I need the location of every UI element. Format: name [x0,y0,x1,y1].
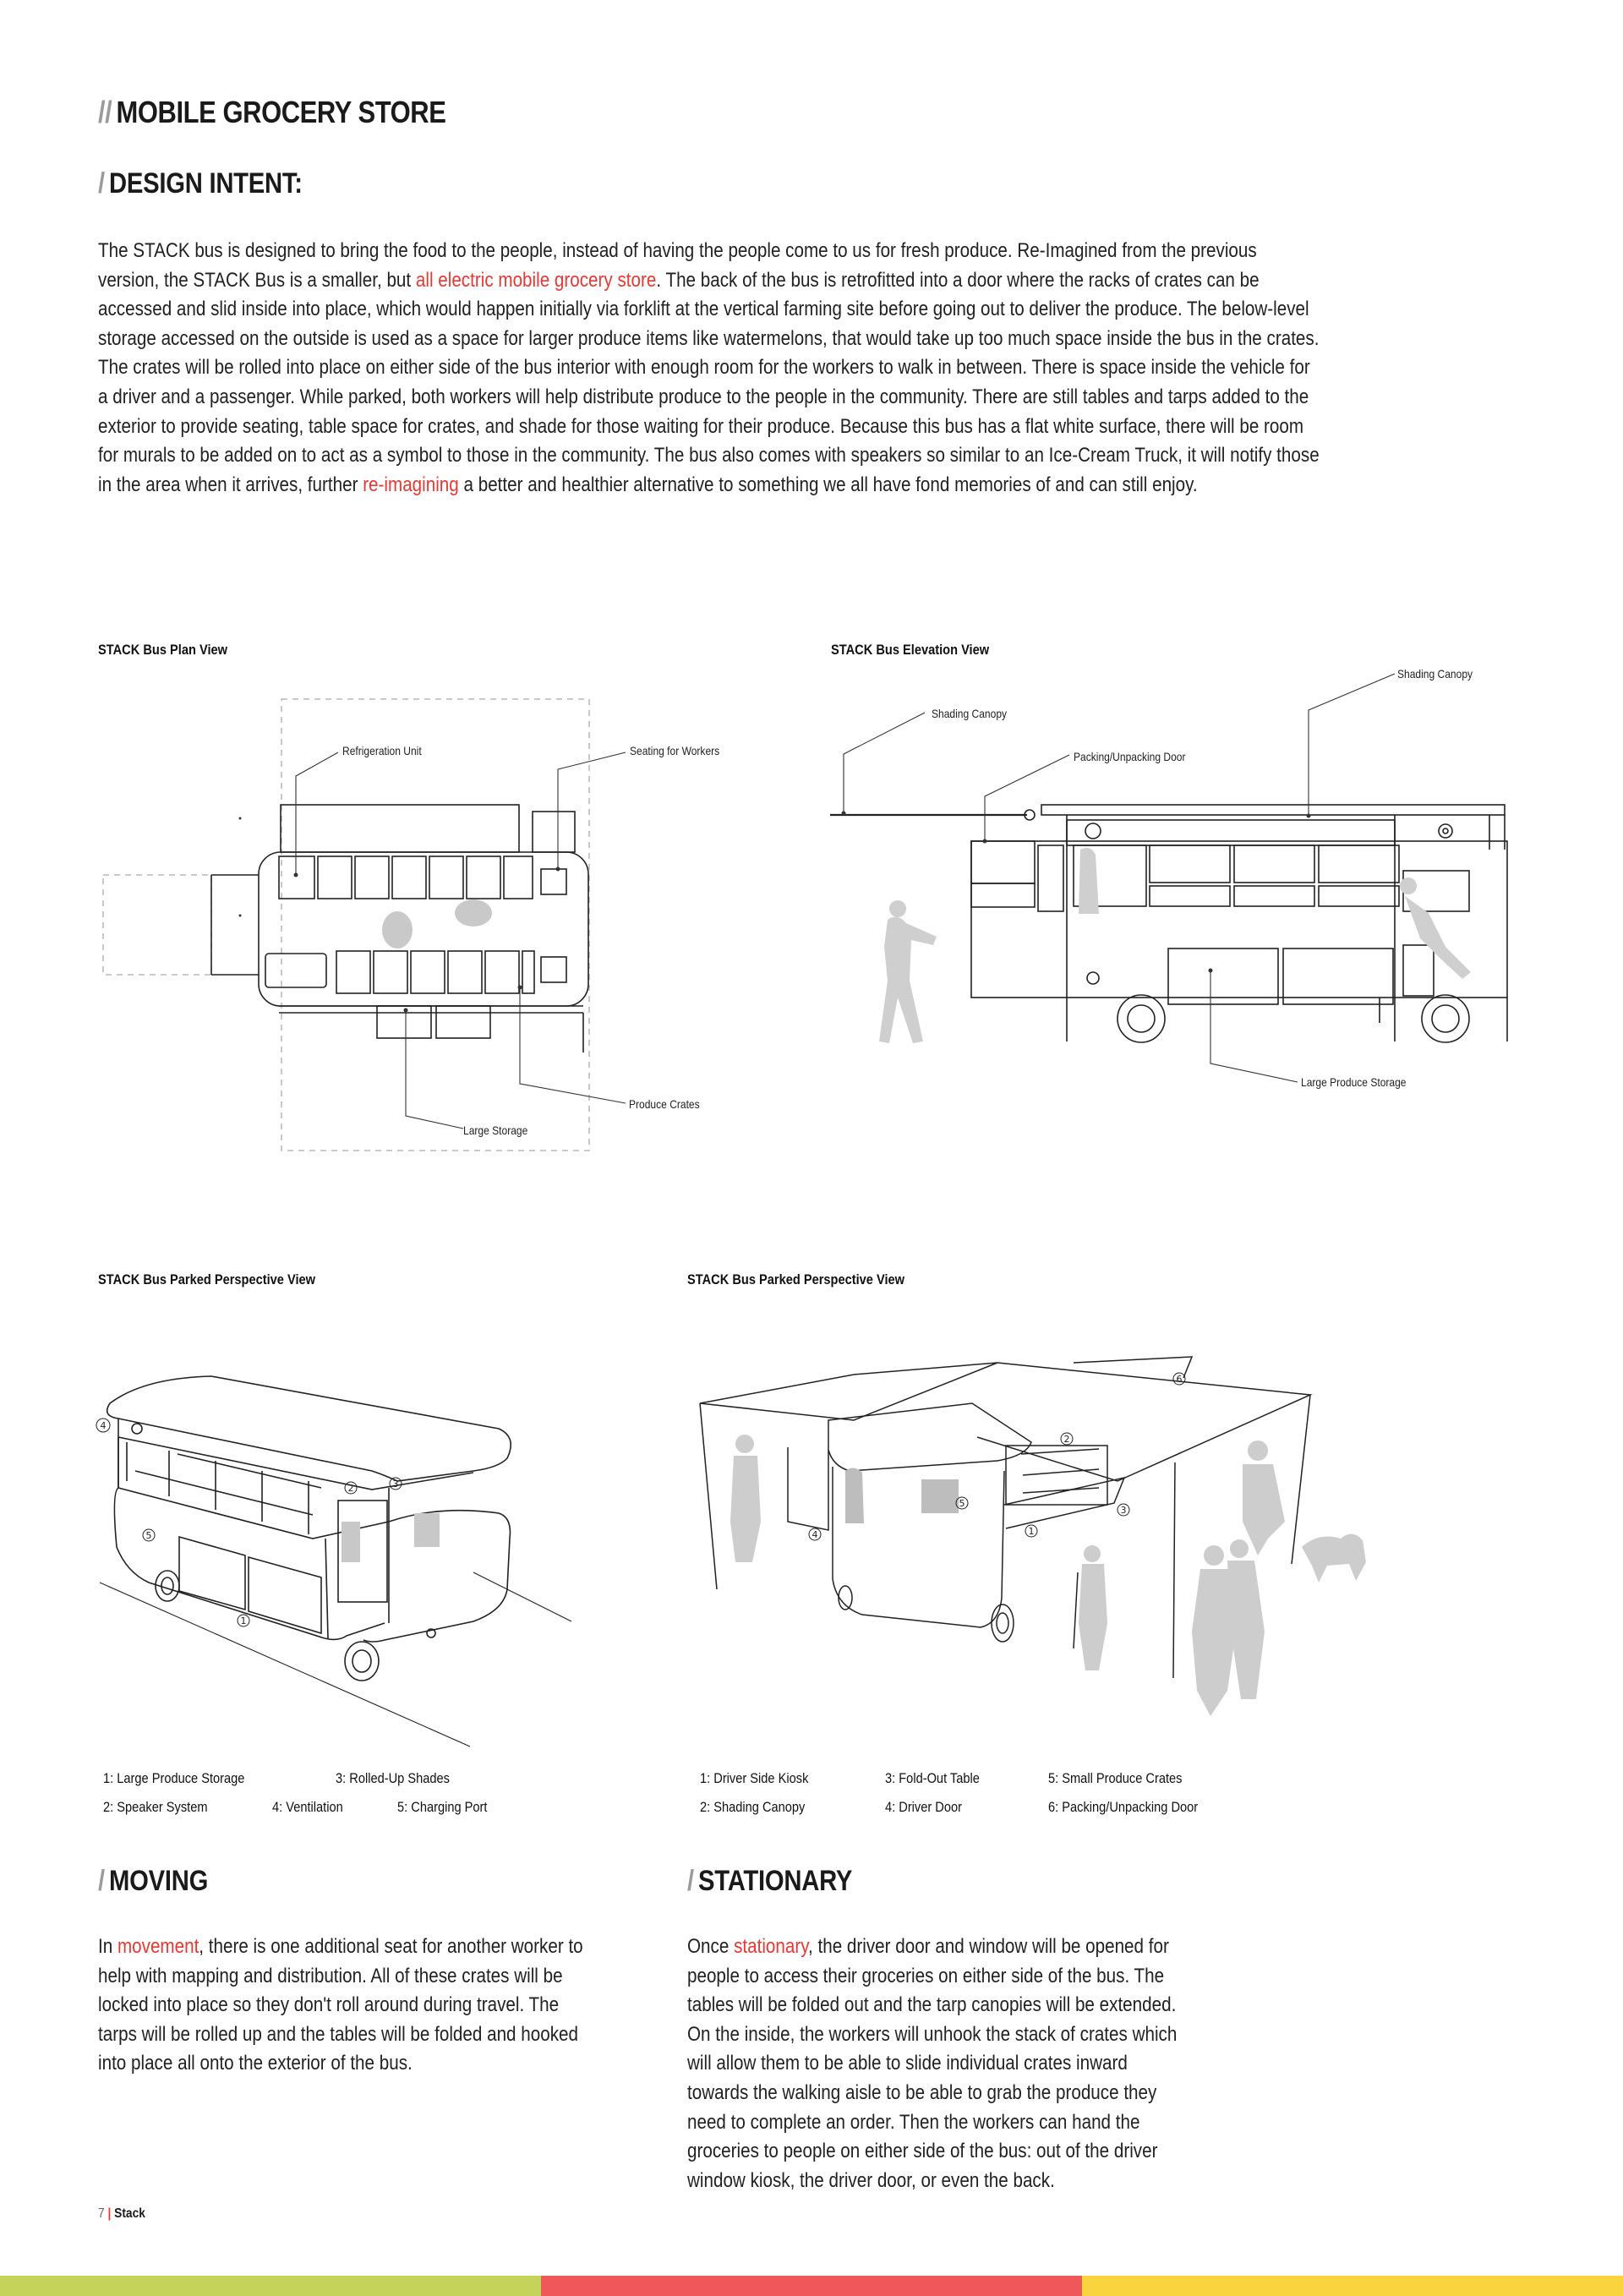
perspective-right-caption: STACK Bus Parked Perspective View [687,1271,905,1287]
legend-left-item-3: 3: Rolled-Up Shades [336,1770,450,1786]
footer-label: Stack [114,2206,145,2221]
label-shading-canopy-right: Shading Canopy [1397,667,1473,681]
perspective-left-marker-5: 5 [145,1530,152,1541]
legend-right-item-5: 5: Small Produce Crates [1048,1770,1183,1786]
label-shading-canopy-left: Shading Canopy [932,707,1008,720]
perspective-left-marker-2: 2 [347,1483,354,1494]
legend-right-item-3: 3: Fold-Out Table [885,1770,980,1786]
label-packing-unpacking-door: Packing/Unpacking Door [1074,750,1186,763]
plan-view-caption: STACK Bus Plan View [98,642,228,658]
perspective-right-marker-4: 4 [812,1529,818,1540]
legend-right-item-4: 4: Driver Door [885,1799,962,1815]
moving-text-pre: In [98,1935,117,1958]
label-refrigeration-unit: Refrigeration Unit [342,744,422,757]
perspective-right-marker-5: 5 [959,1498,965,1509]
legend-left-item-1: 1: Large Produce Storage [103,1770,245,1786]
stationary-text: , the driver door and window will be opened for people to access their groceries on either side of the bus. The tables will be folded out and the tarp canopies will be extended. On the inside, the workers will unhook the stack of crates which will allow them to be able to slide individual crates inward towards the walking aisle to be able to grab the produce they need to complete an order. Then the workers can hand the groceries to people on either side of the bus: out of the driver window kiosk, the driver door, or even the back. [687,1935,1178,2192]
legend-right-item-2: 2: Shading Canopy [700,1799,806,1815]
design-intent-title: DESIGN INTENT: [109,167,303,200]
page-title-text: MOBILE GROCERY STORE [116,95,446,129]
moving-title: MOVING [109,1865,209,1897]
legend-left-item-5: 5: Charging Port [397,1799,488,1815]
moving-text: , there is one additional seat for another worker to help with mapping and distribution. All of these crates will be locked into place so they don't roll around during travel. The tarps will be rolled up and the tables will be folded and hooked into place all onto the exterior of the bus. [98,1935,583,2075]
intro-text-3: a better and healthier alternative to something we all have fond memories of and can still enjoy. [458,473,1198,496]
elevation-view-caption: STACK Bus Elevation View [831,642,990,658]
title-slash: // [98,95,112,129]
intro-text-2: . The back of the bus is retrofitted into a door where the racks of crates can be accessed and slid inside into place, which would happen initially via forklift at the vertical farming site before going out to deliver the produce. The below-level storage accessed on the outside is used as a space for larger produce items like watermelons, that would take up too much space inside the bus in the crates. The crates will be rolled into place on either side of the bus interior with enough room for the workers to walk in between. There is space inside the vehicle for a driver and a passenger. While parked, both workers will help distribute produce to the people in the community. There are still tables and tarps added to the exterior to provide seating, table space for crates, and shade for those waiting for their produce. Because this bus has a flat white surface, there will be room for murals to be added on to act as a symbol to those in the community. The bus also comes with speakers so similar to an Ice-Cream Truck, it will notify those in the area when it arrives, further [98,268,1320,496]
perspective-left-marker-1: 1 [240,1615,247,1626]
label-large-produce-storage: Large Produce Storage [1301,1075,1407,1089]
moving-heading [98,1865,208,1898]
perspective-left-marker-4: 4 [100,1420,107,1431]
heading-slash: / [98,167,105,200]
stationary-highlight: stationary [734,1935,809,1958]
page-number: 7 [98,2206,105,2221]
legend-left-item-4: 4: Ventilation [272,1799,343,1815]
footer-bar-yellow [1082,2276,1623,2296]
footer-bar-red [541,2276,1082,2296]
perspective-right-marker-2: 2 [1063,1434,1070,1445]
intro-highlight-1: all electric mobile grocery store [415,268,657,292]
perspective-right-marker-6: 6 [1176,1374,1183,1385]
legend-right-item-1: 1: Driver Side Kiosk [700,1770,809,1786]
perspective-right-marker-3: 3 [1120,1505,1127,1516]
legend-right-item-6: 6: Packing/Unpacking Door [1048,1799,1199,1815]
moving-paragraph [98,1932,583,2079]
label-produce-crates: Produce Crates [629,1097,700,1111]
moving-highlight: movement [117,1935,199,1958]
moving-slash: / [98,1865,105,1897]
label-large-storage: Large Storage [463,1123,528,1137]
stationary-heading [687,1865,852,1898]
intro-text-1: The STACK bus is designed to bring the food to the people, instead of having the people come to us for fresh produce. Re-Imagined from the previous version, the STACK Bus is a smaller, but [98,239,1257,292]
legend-left-item-2: 2: Speaker System [103,1799,208,1815]
footer-bar-green [0,2276,541,2296]
perspective-left-marker-3: 3 [392,1479,399,1490]
stationary-slash: / [687,1865,694,1897]
stationary-title: STATIONARY [698,1865,853,1897]
label-seating-for-workers: Seating for Workers [630,744,720,757]
footer-separator: | [107,2206,112,2221]
page-footer [98,2206,145,2222]
perspective-left-caption: STACK Bus Parked Perspective View [98,1271,316,1287]
perspective-right-marker-1: 1 [1028,1526,1035,1537]
stationary-paragraph [687,1932,1185,2195]
intro-highlight-2: re-imagining [363,473,459,496]
stationary-text-pre: Once [687,1935,735,1958]
